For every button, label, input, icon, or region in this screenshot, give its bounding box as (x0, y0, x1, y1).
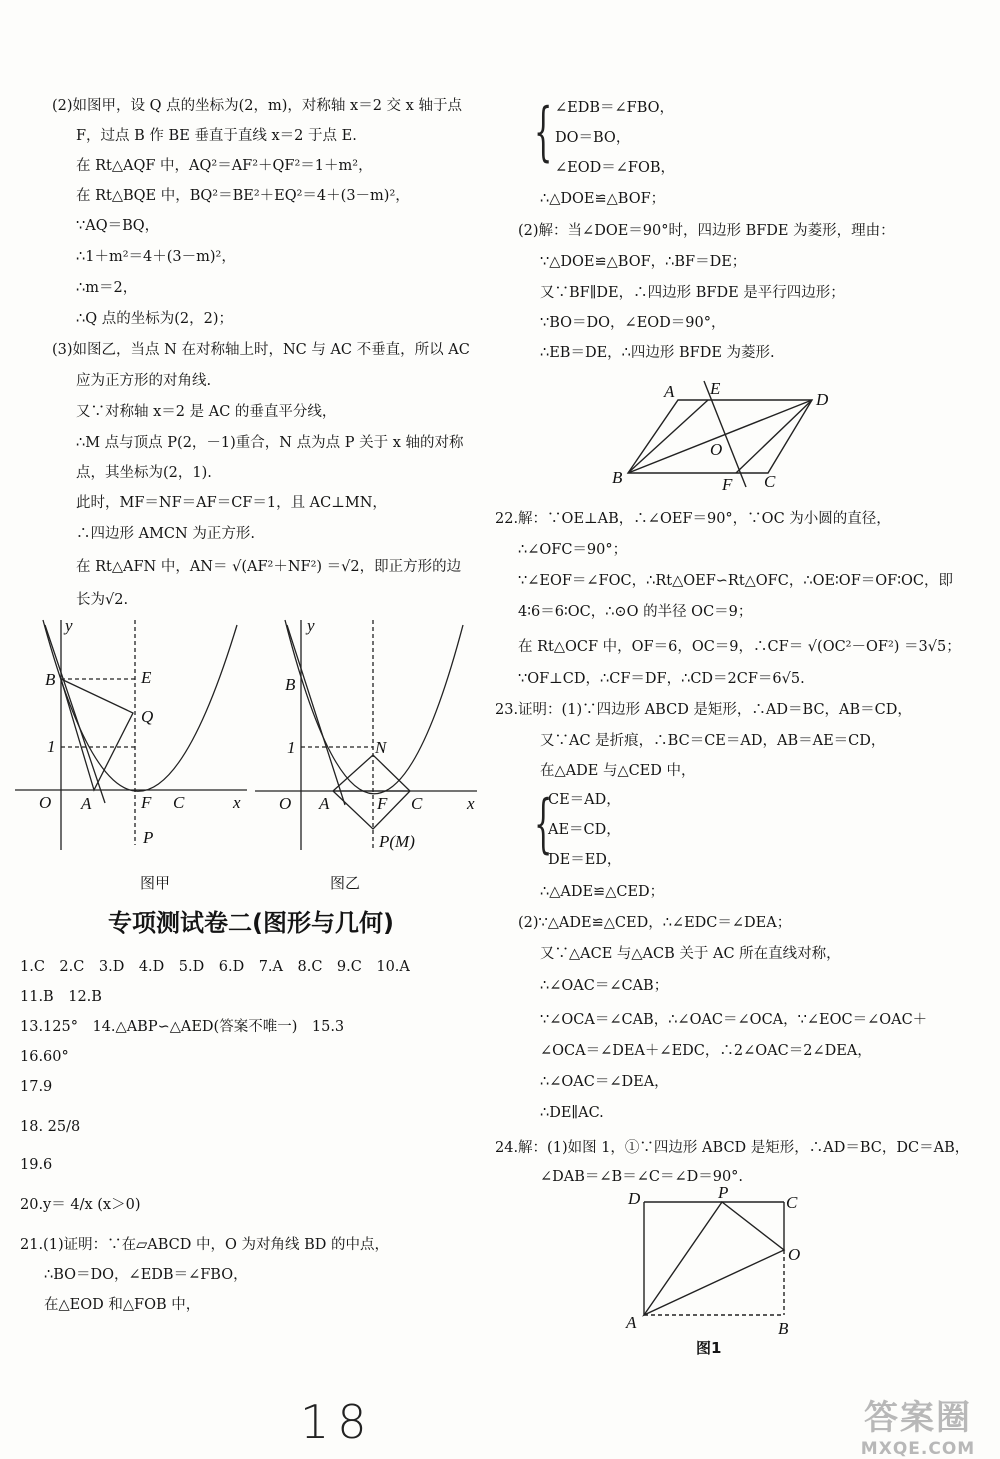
text-line: ∠OCA＝∠DEA＋∠EDC，∴2∠OAC＝2∠DEA， (540, 1043, 872, 1059)
text-line: ∴M 点与顶点 P(2，－1)重合，N 点为点 P 关于 x 轴的对称 (76, 435, 464, 451)
text-line: ∴1＋m²＝4＋(3－m)²， (76, 249, 236, 265)
text-line: (2)如图甲，设 Q 点的坐标为(2，m)，对称轴 x＝2 交 x 轴于点 (52, 98, 462, 114)
label: B (778, 1319, 789, 1338)
text-line: ∴四边形 AMCN 为正方形. (76, 526, 255, 542)
label: 1 (47, 737, 56, 756)
text-line: 在 Rt△BQE 中，BQ²＝BE²＋EQ²＝4＋(3－m)²， (76, 188, 410, 204)
line-ab (287, 625, 345, 805)
text-line: ∵∠OCA＝∠CAB，∴∠OAC＝∠OCA，∵∠EOC＝∠OAC＋ (540, 1012, 928, 1028)
answer-line: 16.60° (20, 1049, 69, 1065)
text-line: F，过点 B 作 BE 垂直于直线 x＝2 于点 E. (76, 128, 357, 144)
label: A (81, 794, 92, 813)
answer-line: ∴BO＝DO，∠EDB＝∠FBO， (44, 1267, 248, 1283)
text-line: ∴∠OAC＝∠DEA， (540, 1074, 669, 1090)
answer-line: 17.9 (20, 1079, 53, 1095)
text-line: (3)如图乙，当点 N 在对称轴上时，NC 与 AC 不垂直，所以 AC (52, 342, 470, 358)
figure-yi (255, 615, 485, 855)
handwritten-page-number: 18 (300, 1395, 375, 1449)
label: D (816, 390, 829, 409)
text-line: DE＝ED， (548, 852, 622, 868)
answer-line: 11.B 12.B (20, 989, 102, 1005)
figure-jia (15, 615, 255, 855)
text-line: 在 Rt△AQF 中，AQ²＝AF²＋QF²＝1＋m²， (76, 158, 373, 174)
label: Q (141, 707, 154, 726)
text-line: 又∵△ACE 与△ACB 关于 AC 所在直线对称， (540, 946, 841, 962)
text-line: ∠EOD＝∠FOB， (555, 160, 676, 176)
caption-jia: 图甲 (140, 874, 171, 892)
triangle-apo (644, 1202, 784, 1315)
text-line: ∴△ADE≌△CED； (540, 884, 665, 900)
label: B (45, 670, 56, 689)
text-line: ∴∠OAC＝∠CAB； (540, 978, 669, 994)
text-line: ∵△DOE≌△BOF，∴BF＝DE； (540, 254, 747, 270)
text-line: DO＝BO， (555, 130, 631, 146)
text-line: ∠DAB＝∠B＝∠C＝∠D＝90°. (540, 1169, 744, 1185)
text-line: ∴EB＝DE，∴四边形 BFDE 为菱形. (540, 345, 775, 361)
text-line: ∠EDB＝∠FBO， (555, 100, 675, 116)
label: y (307, 616, 315, 635)
text-line: 又∵对称轴 x＝2 是 AC 的垂直平分线， (76, 404, 337, 420)
text-line: 在△ADE 与△CED 中， (540, 763, 696, 779)
label: 1 (287, 738, 296, 757)
triangle-bqa (61, 679, 133, 790)
label: x (233, 793, 241, 812)
text-line: (2)∵△ADE≌△CED，∴∠EDC＝∠DEA； (518, 915, 792, 931)
brace: { (534, 95, 553, 169)
label: O (39, 793, 52, 812)
label: A (664, 382, 675, 401)
text-line: 在 Rt△AFN 中，AN＝ √(AF²＋NF²) ＝√2，即正方形的边 (76, 559, 462, 575)
label: N (375, 738, 387, 757)
answer-line: 18. 25/8 (20, 1119, 81, 1135)
figure-parallelogram (600, 375, 845, 495)
text-line: 长为√2. (76, 592, 129, 608)
label: E (141, 668, 152, 687)
text-line: 23.证明：(1)∵四边形 ABCD 是矩形，∴AD＝BC，AB＝CD， (495, 702, 912, 718)
text-line: 又∵AC 是折痕，∴BC＝CE＝AD，AB＝AE＝CD， (540, 733, 886, 749)
label: F (141, 793, 152, 812)
text-line: ∴△DOE≌△BOF； (540, 191, 666, 207)
label: D (628, 1189, 641, 1208)
text-line: AE＝CD， (548, 822, 621, 838)
text-line: (2)解：当∠DOE＝90°时，四边形 BFDE 为菱形，理由： (518, 223, 895, 239)
label: O (710, 440, 723, 459)
label: C (173, 793, 185, 812)
answer-line: 13.125° 14.△ABP∽△AED(答案不唯一) 15.3 (20, 1019, 345, 1035)
label: F (377, 794, 388, 813)
watermark: 答案圈 MXQE.COM (860, 1398, 976, 1459)
label: B (612, 468, 623, 487)
label: C (764, 472, 776, 491)
label: A (626, 1313, 637, 1332)
answer-line: 20.y＝ 4/x (x＞0) (20, 1197, 141, 1213)
line-ab (45, 625, 105, 803)
text-line: 此时，MF＝NF＝AF＝CF＝1，且 AC⊥MN， (76, 495, 387, 511)
text-line: 在 Rt△OCF 中，OF＝6，OC＝9，∴CF＝ √(OC²－OF²) ＝3√5； (518, 639, 961, 655)
label: y (65, 616, 73, 635)
label: C (411, 794, 423, 813)
answer-line: 在△EOD 和△FOB 中， (44, 1297, 201, 1313)
caption-fig1: 图1 (696, 1339, 722, 1357)
answer-line: 19.6 (20, 1157, 53, 1173)
answer-line: 1.C 2.C 3.D 4.D 5.D 6.D 7.A 8.C 9.C 10.A (20, 959, 410, 975)
text-line: 22.解：∵OE⊥AB，∴∠OEF＝90°，∵OC 为小圆的直径， (495, 511, 891, 527)
label: x (467, 794, 475, 813)
text-line: ∴m＝2， (76, 280, 138, 296)
brace: { (534, 787, 553, 861)
label: O (788, 1245, 801, 1264)
text-line: CE＝AD， (548, 792, 621, 808)
text-line: ∴∠OFC＝90°； (518, 542, 628, 558)
answer-line: 21.(1)证明：∵在▱ABCD 中，O 为对角线 BD 的中点， (20, 1237, 389, 1253)
text-line: 4∶6＝6∶OC，∴⊙O 的半径 OC＝9； (518, 604, 753, 620)
label: P(M) (379, 832, 415, 851)
section-title: 专项测试卷二(图形与几何) (108, 909, 394, 937)
label: E (710, 379, 721, 398)
diagonal-bd (628, 400, 812, 473)
text-line: 24.解：(1)如图 1，①∵四边形 ABCD 是矩形，∴AD＝BC，DC＝AB， (495, 1140, 970, 1156)
label: P (718, 1183, 729, 1202)
text-line: 点，其坐标为(2，1). (76, 465, 212, 481)
text-line: ∴Q 点的坐标为(2，2)； (76, 311, 233, 327)
label: F (722, 475, 733, 494)
text-line: ∵BO＝DO，∠EOD＝90°， (540, 315, 726, 331)
text-line: 又∵BF∥DE，∴四边形 BFDE 是平行四边形； (540, 285, 845, 301)
line-be (628, 400, 708, 473)
label: C (786, 1193, 798, 1212)
text-line: ∵AQ＝BQ， (76, 218, 160, 234)
text-line: 应为正方形的对角线. (76, 373, 212, 389)
text-line: ∴DE∥AC. (540, 1105, 604, 1121)
caption-yi: 图乙 (330, 874, 361, 892)
label: P (143, 828, 154, 847)
square-amcn (333, 755, 410, 829)
label: B (285, 675, 296, 694)
figure-1 (620, 1182, 820, 1342)
label: A (319, 794, 330, 813)
parabola (285, 620, 463, 794)
text-line: ∵∠EOF＝∠FOC，∴Rt△OEF∽Rt△OFC，∴OE∶OF＝OF∶OC，即 (518, 573, 953, 589)
label: O (279, 794, 292, 813)
text-line: ∵OF⊥CD，∴CF＝DF，∴CD＝2CF＝6√5. (518, 671, 805, 687)
